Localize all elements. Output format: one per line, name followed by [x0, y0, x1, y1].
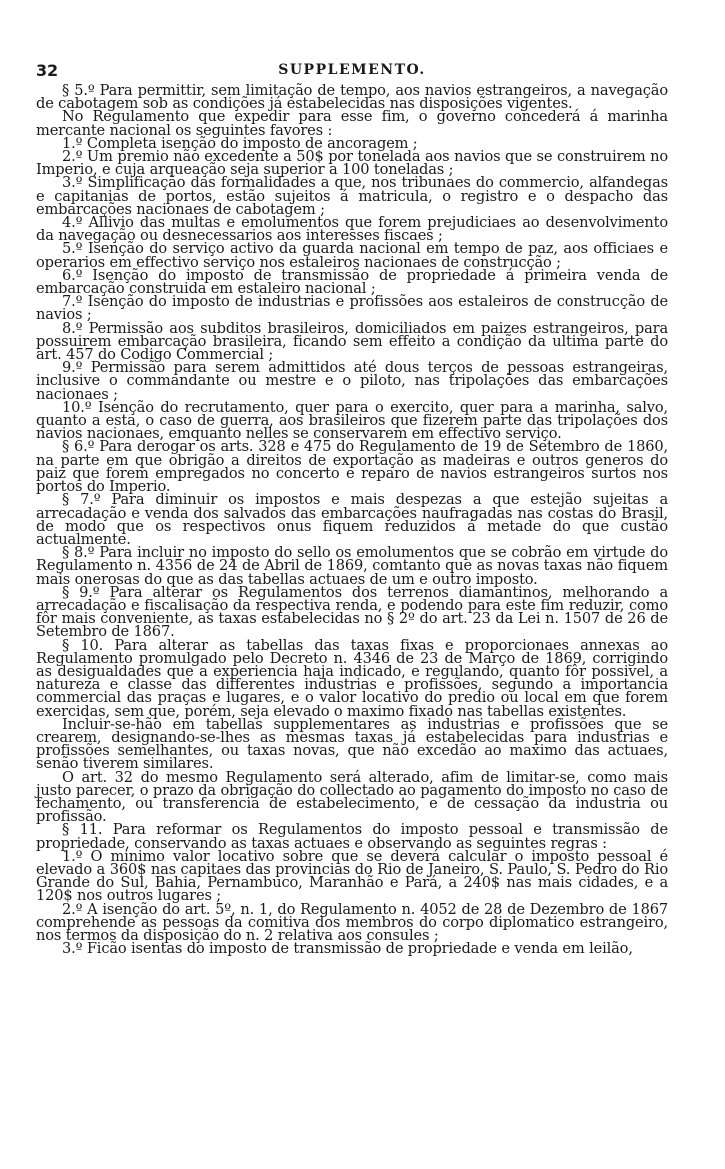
paragraph: O art. 32 do mesmo Regulamento será alterado, afim de limitar-se, como mais justo parecer, o prazo da obrigação do collectado ao pagamento do imposto no caso de fechamento, ou transferencia de estabelecimento, e de cessação da industria ou profissão.	[36, 768, 668, 826]
paragraph: § 9.º Para alterar os Regulamentos dos terrenos diamantinos, melhorando a arrecadação e fiscalisação da respectiva renda, e podendo para este fim reduzir, como fôr mais conveniente, as taxas estabelecidas no § 2º do art. 23 da Lei n. 1507 de 26 de Setembro de 1867.	[36, 583, 668, 641]
paragraph: 2.º A isenção do art. 5º, n. 1, do Regulamento n. 4052 de 28 de Dezembro de 1867 comprehende as pessoas da comitiva dos membros do corpo diplomatico estrangeiro, nos termos da disposição do n. 2 relativa aos consules ;	[36, 900, 668, 944]
paragraph: 1.º Completa isenção do imposto de ancoragem ;	[62, 134, 418, 152]
paragraph: 3.º Simplificação das formalidades a que, nos tribunaes do commercio, alfandegas e capitanias de portos, estão sujeitos á matricula, o registro e o despacho das embarcações nacionaes de cabotagem ;	[36, 174, 668, 218]
page-number: 32	[36, 61, 58, 80]
document-page	[36, 60, 668, 958]
paragraph: § 5.º Para permittir, sem limitação de tempo, aos navios estrangeiros, a navegação de cabotagem sob as condições já estabelecidas nas disposições vigentes.	[36, 82, 668, 113]
paragraph: § 8.º Para incluir no imposto do sello os emolumentos que se cobrão em virtude do Regulamento n. 4356 de 24 de Abril de 1869, comtanto que as novas taxas não fiquem mais onerosas do que as das tabellas actuaes de um e outro imposto.	[36, 544, 668, 588]
paragraph: 10.º Isenção do recrutamento, quer para o exercito, quer para a marinha, salvo, quanto a esta, o caso de guerra, aos brasileiros que fizerem parte das tripolações dos navios nacionaes, emquanto nelles se conservarem em effectivo serviço.	[36, 398, 668, 443]
paragraph: 3.º Ficão isentas do imposto de transmissão de propriedade e venda em leilão,	[62, 940, 633, 958]
paragraph: 8.º Permissão aos subditos brasileiros, domiciliados em paizes estrangeiros, para possuirem embarcação brasileira, ficando sem effeito a condição da ultima parte do art. 457 do Codigo Commercial ;	[36, 319, 668, 364]
running-title: SUPPLEMENTO.	[278, 62, 426, 78]
body-text	[36, 82, 668, 958]
paragraph: 4.º Allivio das multas e emolumentos que forem prejudiciaes ao desenvolvimento da navegação ou desnecessarios aos interesses fiscaes ;	[36, 214, 668, 245]
paragraph: No Regulamento que expedir para esse fim, o governo concederá á marinha mercante nacional os seguintes favores :	[36, 108, 668, 139]
paragraph: Incluir-se-hão em tabellas supplementares as industrias e profissões que se crearem, designando-se-lhes as mesmas taxas já estabelecidas para industrias e profissões semelhantes, ou taxas novas, que não excedão ao maximo das actuaes, senão tiverem similares.	[36, 715, 668, 773]
paragraph: 7.º Isenção do imposto de industrias e profissões aos estaleiros de construcção de navios ;	[36, 293, 668, 324]
paragraph: 1.º O minimo valor locativo sobre que se deverá calcular o imposto pessoal é elevado a 360$ nas capitaes das provincias do Rio de Janeiro, S. Paulo, S. Pedro do Rio Grande do Sul, Bahia, Pernambuco, Maranhão e Pará, a 240$ nas mais cidades, e a 120$ nos outros lugares ;	[36, 847, 668, 905]
paragraph: 5.º Isenção do serviço activo da guarda nacional em tempo de paz, aos officiaes e operarios em effectivo serviço nos estaleiros nacionaes de construcção ;	[36, 240, 668, 271]
paragraph: 9.º Permissão para serem admittidos até dous terços de pessoas estrangeiras, inclusive o commandante ou mestre e o piloto, nas tripolações das embarcações nacionaes ;	[36, 359, 668, 403]
paragraph: § 7.º Para diminuir os impostos e mais despezas a que estejão sujeitas a arrecadação e venda dos salvados das embarcações naufragadas nas costas do Brasil, de modo que os respectivos onus fiquem reduzidos á metade do que custão actualmente.	[36, 491, 668, 548]
paragraph: § 11. Para reformar os Regulamentos do imposto pessoal e transmissão de propriedade, conservando as taxas actuaes e observando as seguintes regras :	[36, 821, 668, 852]
paragraph: § 10. Para alterar as tabellas das taxas fixas e proporcionaes annexas ao Regulamento promulgado pelo Decreto n. 4346 de 23 de Março de 1869, corrigindo as desigualdades que a experiencia haja indicado, e regulando, quanto fôr possivel, a natureza e classe das differentes industrias e profissões, segundo a importancia commercial das praças e lugares, e o valor locativo do predio ou local em que forem exercidas, sem que, porém, seja elevado o maximo fixado nas tabellas existentes.	[36, 636, 668, 720]
paragraph: § 6.º Para derogar os arts. 328 e 475 do Regulamento de 19 de Setembro de 1860, na parte em que obrigão a direitos de exportação as madeiras e outros generos do paiz que forem empregados no concerto e reparo de navios estrangeiros surtos nos portos do Imperio.	[36, 438, 668, 496]
paragraph: 2.º Um premio não excedente a 50$ por tonelada aos navios que se construirem no Imperio, e cuja arqueação seja superior a 100 toneladas ;	[36, 148, 668, 179]
page-header	[36, 60, 668, 84]
paragraph: 6.º Isenção do imposto de transmissão de propriedade á primeira venda de embarcação construida em estaleiro nacional ;	[36, 266, 668, 298]
